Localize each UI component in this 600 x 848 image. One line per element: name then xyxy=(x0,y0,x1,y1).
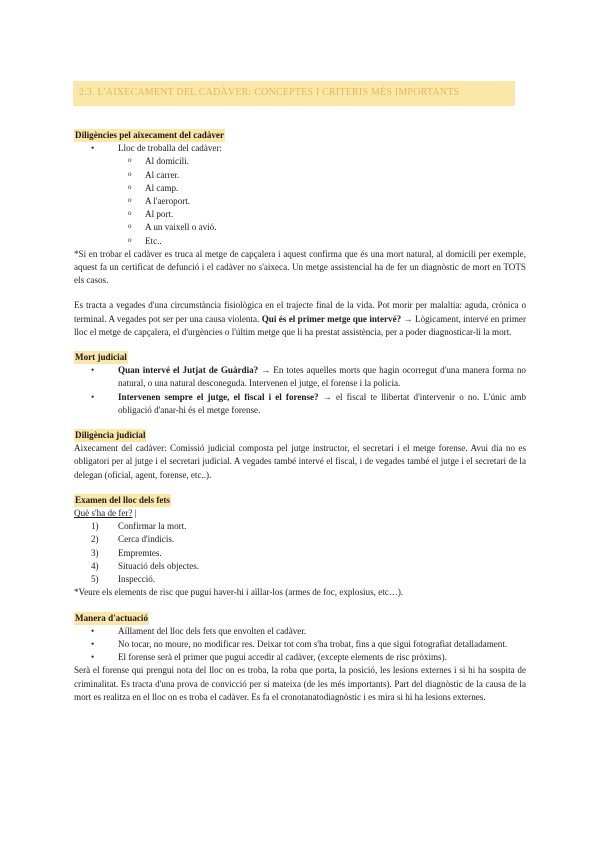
step-number: 4) xyxy=(91,560,99,571)
step-item xyxy=(74,547,526,560)
paragraph-comissio: Aixecament del cadàver: Comissió judicial composta pel jutge instructor, el secretari i el metge forense. Avui dia no es obligatori per al jutge i el secretari judicial. A vegades també intervé el fiscal, i de vegades també el jutge i el secretari de la delegan (oficial, agent, forense, etc..). xyxy=(74,443,526,480)
heading-mort-judicial: Mort judicial xyxy=(74,351,128,364)
step-text: Cerca d'indicis. xyxy=(118,534,175,545)
place-item: o Al camp. xyxy=(74,182,526,195)
step-item xyxy=(74,520,526,533)
question-que-fer: Què s'ha de fer? xyxy=(74,508,133,519)
place-item: o Al port. xyxy=(74,208,526,221)
place-item: o Al carrer. xyxy=(74,169,526,182)
step-text: Empremtes. xyxy=(118,547,162,558)
bullet-intervenen xyxy=(74,391,526,417)
heading-diligencia-judicial: Diligència judicial xyxy=(74,429,146,442)
question-primer-metge: Qui és el primer metge que intervé? → xyxy=(261,313,413,324)
section-title-banner xyxy=(73,81,515,106)
step-number: 5) xyxy=(91,574,99,585)
heading-manera-actuacio: Manera d'actuació xyxy=(74,612,149,625)
step-text: Situació dels objectes. xyxy=(118,560,200,571)
question-intervenen: Intervenen sempre el jutge, el fiscal i el forense? → xyxy=(118,391,332,402)
paragraph-forense: Serà el forense qui prengui nota del lloc on es troba, la roba que porta, la posició, les lesions externes i si hi ha sospita de criminalitat. Es tracta d'una prova de convicció per si mateixa (de les més importants). Part del diagnòstic de la causa de la mort es realitza en el lloc on es troba el cadàver. Es fa el cronotanatodiagnòstic i es mira si hi ha lesions externes. xyxy=(74,665,526,702)
paragraph-primer-metge xyxy=(74,299,526,339)
bullet-actuacio: • No tocar, no moure, no modificar res. Deixar tot com s'ha trobat, fins a que sigui fotografiat detalladament. xyxy=(74,638,526,651)
paragraph-text: Es tracta a vegades d'una circumstància fisiològica en el trajecte final de la vida. Pot morir per malaltia: aguda, crònica o terminal. A vegades pot ser per una causa violenta. xyxy=(74,300,526,324)
paragraph-text: Lògicament, intervé en primer lloc el metge de capçalera, el d'urgències o l'últim metge que li ha prestat assistència, per a poder diagnosticar-li la mort. xyxy=(74,313,526,337)
step-number: 1) xyxy=(91,521,99,532)
section-manera-actuacio xyxy=(74,612,526,704)
bullet-actuacio: • Aïllament del lloc dels fets que envolten el cadàver. xyxy=(74,625,526,638)
step-item xyxy=(74,573,526,586)
section-examen-lloc: Examen del lloc dels fets Què s'ha de fer? | 1) Confirmar la mort. 2) Cerca d'indicis. 3) Empremtes. 4) Situació dels objectes. 5) Inspecció. *Veure els elements de risc que pugui haver-hi i aïllar-los (armes de foc, explosius, etc…). xyxy=(74,494,526,600)
section-diligencies xyxy=(74,129,526,339)
answer-intervenen: el fiscal te llibertat d'intervenir o no. L'únic amb obligació d'anar-hi és el metge forense. xyxy=(118,391,527,415)
bullet-actuacio: • El forense serà el primer que pugui accedir al cadàver, (excepte elements de risc pròxims). xyxy=(74,651,526,664)
note-risc: *Veure els elements de risc que pugui haver-hi i aïllar-los (armes de foc, explosius, etc…). xyxy=(74,587,404,598)
note-certificat: *Si en trobar el cadàver es truca al metge de capçalera i aquest confirma que és una mort natural, al domicili per exemple, aquest fa un certificat de defunció i el cadàver no s'aixeca. Un metge assistencial ha de fer un diagnòstic de mort en TOTS els casos. xyxy=(74,248,526,286)
step-item xyxy=(74,560,526,573)
step-text: Confirmar la mort. xyxy=(118,521,187,532)
section-title: 2.3. L'AIXECAMENT DEL CADÀVER: CONCEPTES I CRITERIS MÉS IMPORTANTS xyxy=(79,87,460,98)
section-mort-judicial xyxy=(74,351,526,417)
bullet-jutjat-guardia xyxy=(74,364,526,390)
document-body xyxy=(74,129,526,704)
place-item: o Etc.. xyxy=(74,235,526,248)
heading-diligencies: Diligències pel aixecament del cadàver xyxy=(74,129,225,142)
step-text: Inspecció. xyxy=(118,574,156,585)
place-item: o A l'aeroport. xyxy=(74,195,526,208)
heading-examen-lloc: Examen del lloc dels fets xyxy=(74,494,171,507)
place-item: o Al domicili. xyxy=(74,155,526,168)
step-number: 3) xyxy=(91,547,99,558)
step-item xyxy=(74,533,526,546)
bullet-lloc-troballa: • Lloc de troballa del cadàver: xyxy=(74,142,526,155)
answer-jutjat: En totes aquelles morts que hagin ocorregut d'una manera forma no natural, o una natural desconeguda. Intervenen el jutge, el forense i la policia. xyxy=(118,365,526,389)
question-jutjat: Quan intervé el Jutjat de Guàrdia? → xyxy=(118,365,271,376)
step-number: 2) xyxy=(91,534,99,545)
place-item: o A un vaixell o avió. xyxy=(74,221,526,234)
section-diligencia-judicial xyxy=(74,429,526,482)
